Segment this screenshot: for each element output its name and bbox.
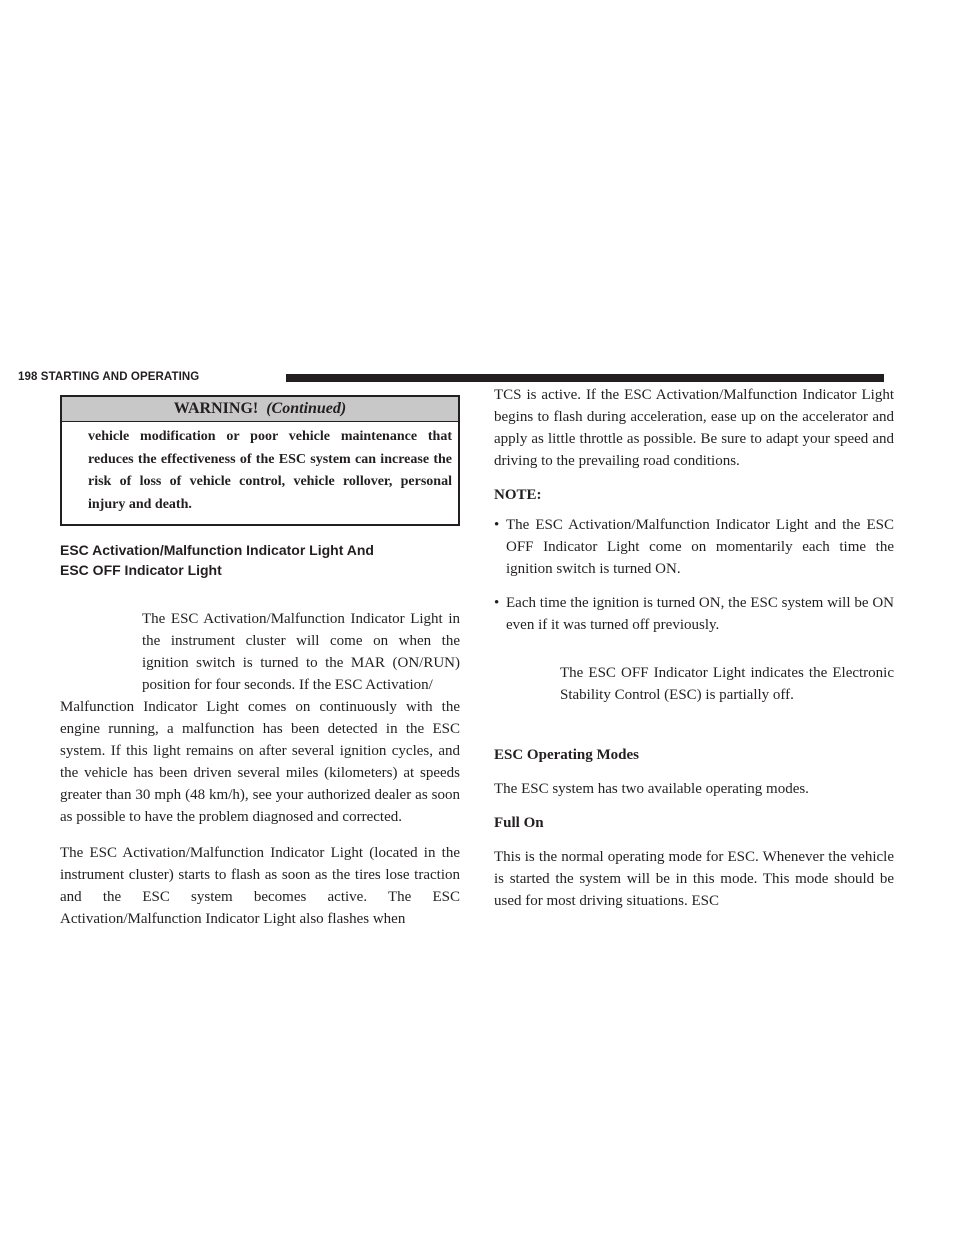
list-item: • The ESC Activation/Malfunction Indicator Light and the ESC OFF Indicator Light come on momentarily each time the ignition switch is turned ON. — [494, 514, 894, 580]
right-column — [494, 384, 894, 912]
full-on-paragraph: This is the normal operating mode for ESC. Whenever the vehicle is started the system will be in this mode. This mode should be used for most driving situations. ESC — [494, 849, 894, 909]
esc-indicator-text-indented: The ESC Activation/Malfunction Indicator Light in the instrument cluster will come on when the ignition switch is turned to the MAR (ON/RUN) position for four seconds. If the ESC Activation/ — [142, 611, 460, 693]
section-title: STARTING AND OPERATING — [40, 371, 200, 383]
warning-title: WARNING! — [173, 400, 259, 417]
esc-flash-paragraph: The ESC Activation/Malfunction Indicator Light (located in the instrument cluster) starts to flash as soon as the tires lose traction and the ESC system becomes active. The ESC Activation/Malfunction Indicator Light also flashes when — [60, 845, 460, 927]
list-item-text: The ESC Activation/Malfunction Indicator Light and the ESC OFF Indicator Light come on momentarily each time the ignition switch is turned ON. — [506, 517, 894, 577]
esc-modes-heading: ESC Operating Modes — [494, 747, 640, 763]
full-on-heading: Full On — [494, 815, 544, 831]
section-heading-line2: ESC OFF Indicator Light — [60, 562, 222, 578]
note-list — [494, 514, 894, 636]
section-heading — [60, 540, 460, 580]
page-number-and-section — [18, 371, 199, 384]
page-header — [18, 371, 884, 384]
warning-header — [62, 397, 458, 422]
esc-indicator-paragraph — [60, 608, 460, 828]
esc-indicator-text-continued: Malfunction Indicator Light comes on continuously with the engine running, a malfunction has been detected in the ESC system. If this light remains on after several ignition cycles, and the vehicle has been driven several miles (kilometers) at speeds greater than 30 mph (48 km/h), see your authorized dealer as soon as possible to have the problem diagnosed and corrected. — [60, 699, 460, 825]
page-number: 198 — [18, 371, 38, 383]
section-heading-line1: ESC Activation/Malfunction Indicator Light And — [60, 542, 374, 558]
esc-off-paragraph: The ESC OFF Indicator Light indicates the Electronic Stability Control (ESC) is partially off. — [560, 665, 894, 703]
tcs-paragraph: TCS is active. If the ESC Activation/Malfunction Indicator Light begins to flash during acceleration, ease up on the accelerator and apply as little throttle as possible. Be sure to adapt your speed and driving to the prevailing road conditions. — [494, 387, 894, 469]
warning-box — [60, 395, 460, 526]
esc-modes-intro: The ESC system has two available operating modes. — [494, 781, 809, 797]
warning-continued: (Continued) — [266, 400, 347, 417]
list-item-text: Each time the ignition is turned ON, the ESC system will be ON even if it was turned off previously. — [506, 595, 894, 633]
note-title: NOTE: — [494, 487, 542, 503]
left-column — [60, 395, 460, 930]
warning-body: vehicle modification or poor vehicle maintenance that reduces the effectiveness of the ESC system can increase the risk of loss of vehicle control, vehicle rollover, personal injury and death. — [88, 429, 452, 512]
header-rule — [286, 374, 884, 382]
list-item: • Each time the ignition is turned ON, the ESC system will be ON even if it was turned off previously. — [494, 592, 894, 636]
